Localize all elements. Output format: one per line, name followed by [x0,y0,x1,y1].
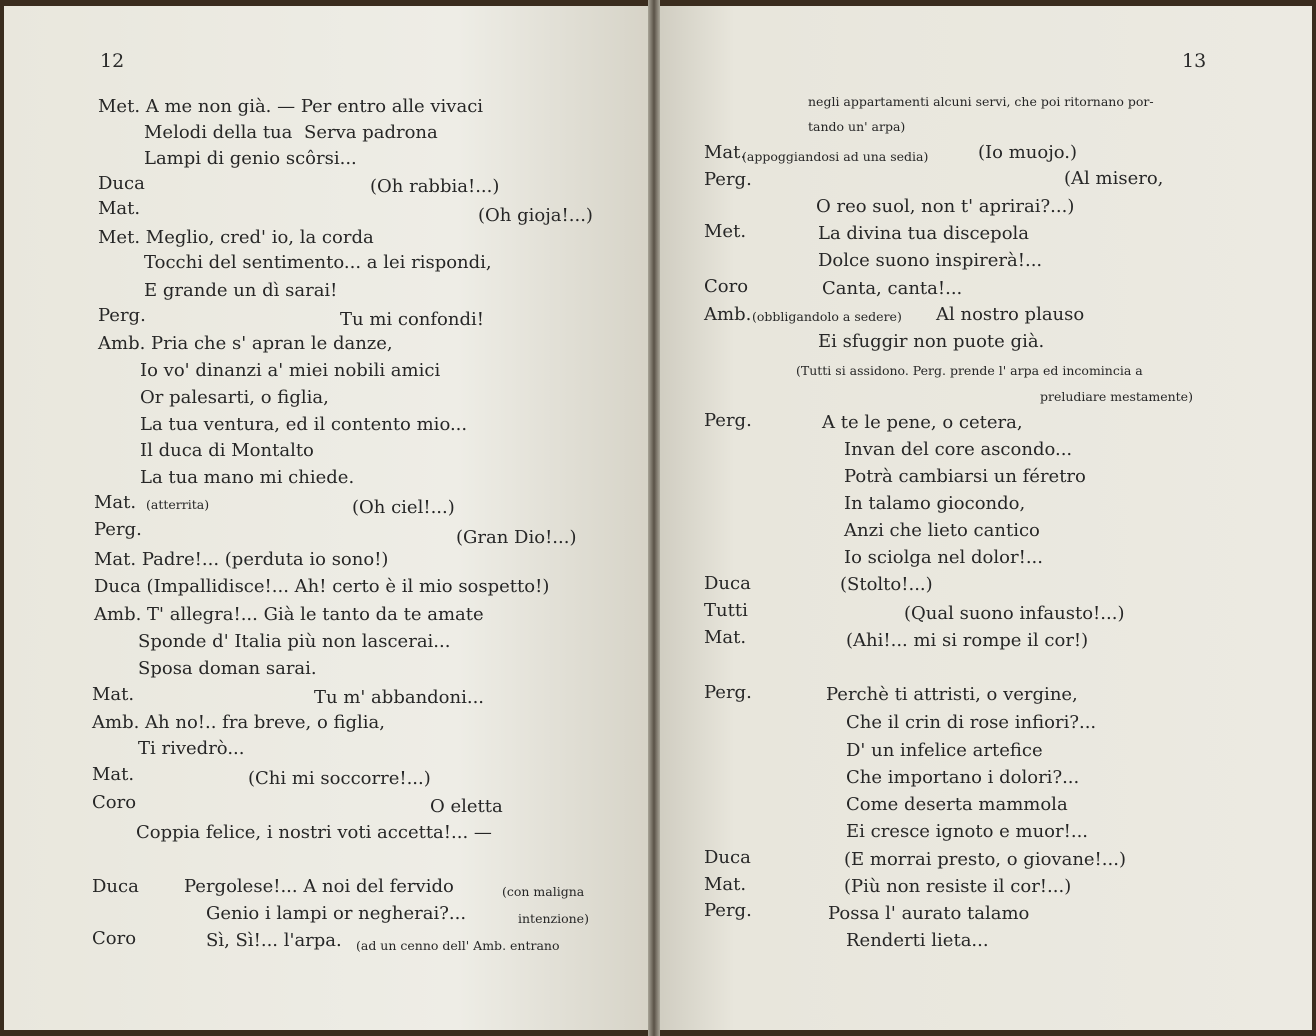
speaker-label: Perg. [94,519,142,540]
verse-line: Io sciolga nel dolor!... [844,547,1043,568]
verse-line: Ei cresce ignoto e muor!... [846,821,1089,842]
verse-line: (Più non resiste il cor!...) [844,876,1072,897]
verse-line: Genio i lampi or negherai?... [206,903,467,924]
verse-line: Che il crin di rose infiori?... [846,712,1097,733]
speaker-label: Coro [92,792,137,813]
speaker-label: Mat. [704,874,747,895]
speaker-label: Coro [704,276,749,297]
verse-line: (Oh ciel!...) [352,497,455,518]
verse-line: In talamo giocondo, [844,493,1026,514]
verse-line: Ti rivedrò... [138,738,245,759]
verse-line: Ei sfuggir non puote già. [818,331,1045,352]
speaker-label: Duca [704,847,751,868]
stage-direction: (ad un cenno dell' Amb. entrano [356,938,560,953]
verse-line: Io vo' dinanzi a' miei nobili amici [140,360,441,381]
verse-line: Perchè ti attristi, o vergine, [826,684,1078,705]
verse-line: (E morrai presto, o giovane!...) [844,849,1126,870]
verse-line: Renderti lieta... [846,930,989,951]
verse-line: Anzi che lieto cantico [844,520,1040,541]
verse-line: (Oh rabbia!...) [370,176,500,197]
verse-line: Or palesarti, o figlia, [140,387,329,408]
stage-direction: (obbligandolo a sedere) [752,309,902,324]
verse-line: O eletta [430,796,503,817]
verse-line: D' un infelice artefice [846,740,1043,761]
verse-line: Sponde d' Italia più non lascerai... [138,631,451,652]
verse-line: Tocchi del sentimento... a lei rispondi, [144,252,492,273]
speaker-label: Mat. [92,764,135,785]
verse-line: E grande un dì sarai! [144,280,338,301]
speaker-label: Duca [704,573,751,594]
stage-direction: (con maligna [502,884,585,899]
stage-direction: negli appartamenti alcuni servi, che poi ritornano por- [808,94,1154,109]
speaker-label: Perg. [704,410,752,431]
verse-line: Serva padrona [304,122,438,143]
speaker-label: Mat. [94,492,137,513]
verse-line: Lampi di genio scôrsi... [144,148,357,169]
verse-line: Che importano i dolori?... [846,767,1080,788]
verse-line: (Ahi!... mi si rompe il cor!) [846,630,1089,651]
speaker-label: Perg. [704,169,752,190]
verse-line: (Io muojo.) [978,142,1078,163]
speaker-label: Perg. [704,900,752,921]
verse-line: A te le pene, o cetera, [822,412,1023,433]
verse-line: Amb. T' allegra!... Già le tanto da te amate [94,604,484,625]
verse-line: La divina tua discepola [818,223,1030,244]
verse-line: Canta, canta!... [822,278,963,299]
speaker-label: Mat. [704,142,747,163]
verse-line: La tua mano mi chiede. [140,467,355,488]
speaker-label: Duca [92,876,139,897]
stage-direction: preludiare mestamente) [1040,389,1193,404]
verse-line: Sì, Sì!... l'arpa. [206,930,342,951]
verse-line: (Qual suono infausto!...) [904,603,1125,624]
page-number-right: 13 [1182,50,1207,72]
verse-line: Pergolese!... A noi del fervido [184,876,454,897]
verse-line: La tua ventura, ed il contento mio... [140,414,468,435]
speaker-label: Coro [92,928,137,949]
verse-line: Sposa doman sarai. [138,658,317,679]
speaker-label: Perg. [704,682,752,703]
stage-direction: (appoggiandosi ad una sedia) [742,149,929,164]
speaker-label: Amb. [704,304,752,325]
verse-line: Melodi della tua [144,122,293,143]
verse-line: Met. A me non già. — Per entro alle vivaci [98,96,484,117]
verse-line: Il duca di Montalto [140,440,314,461]
book-gutter [648,0,660,1036]
verse-line: Duca (Impallidisce!... Ah! certo è il mio sospetto!) [94,576,550,597]
verse-line: Amb. Pria che s' apran le danze, [98,333,393,354]
verse-line: Dolce suono inspirerà!... [818,250,1043,271]
verse-line: Tu m' abbandoni... [314,687,485,708]
verse-line: Met. Meglio, cred' io, la corda [98,227,374,248]
verse-line: Amb. Ah no!.. fra breve, o figlia, [92,712,385,733]
verse-line: Potrà cambiarsi un féretro [844,466,1086,487]
speaker-label: Tutti [704,600,748,621]
speaker-label: Met. [704,221,747,242]
verse-line: Mat. Padre!... (perduta io sono!) [94,549,389,570]
verse-line: (Oh gioja!...) [478,205,593,226]
verse-line: (Chi mi soccorre!...) [248,768,431,789]
verse-line: Al nostro plauso [936,304,1085,325]
speaker-label: Duca [98,173,145,194]
verse-line: Come deserta mammola [846,794,1068,815]
verse-line: Invan del core ascondo... [844,439,1073,460]
stage-direction: (Tutti si assidono. Perg. prende l' arpa ed incomincia a [796,363,1143,378]
stage-direction: (atterrita) [146,497,210,512]
speaker-label: Perg. [98,305,146,326]
verse-line: (Gran Dio!...) [456,527,577,548]
speaker-label: Mat. [92,684,135,705]
stage-direction: intenzione) [518,911,589,926]
verse-line: Coppia felice, i nostri voti accetta!... — [136,822,492,843]
speaker-label: Mat. [98,198,141,219]
stage-direction: tando un' arpa) [808,119,906,134]
verse-line: Possa l' aurato talamo [828,903,1030,924]
verse-line: O reo suol, non t' aprirai?...) [816,196,1075,217]
verse-line: Tu mi confondi! [340,309,484,330]
page-number-left: 12 [100,50,125,72]
verse-line: (Stolto!...) [840,574,933,595]
speaker-label: Mat. [704,627,747,648]
verse-line: (Al misero, [1064,168,1164,189]
